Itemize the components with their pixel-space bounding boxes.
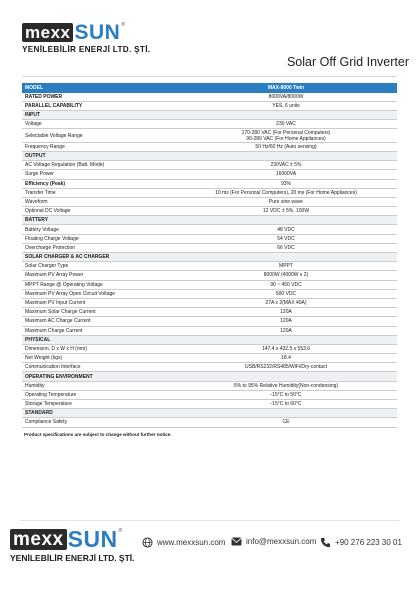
- spec-label: STANDARD: [25, 410, 53, 417]
- spec-label: Battery Voltage: [25, 226, 59, 233]
- spec-label: Humidity: [25, 382, 45, 389]
- spec-label: Maximum PV Input Current: [25, 300, 86, 307]
- table-row: [22, 143, 397, 152]
- spec-label: Maximum PV Array Power: [25, 272, 84, 279]
- table-row: [22, 198, 397, 207]
- mail-icon: [231, 537, 242, 546]
- table-row: [22, 345, 397, 354]
- email-link[interactable]: info@mexxsun.com: [246, 537, 317, 546]
- table-row: [22, 207, 397, 216]
- spec-label: Compliance Safety: [25, 419, 67, 426]
- company-logo: [22, 22, 150, 54]
- spec-label: AC Voltage Regulation (Batt. Mode): [25, 162, 105, 169]
- table-row: [22, 299, 397, 308]
- spec-value: 16000VA: [275, 171, 297, 178]
- spec-label: MODEL: [25, 84, 44, 91]
- spec-label: Transfer Time: [25, 189, 56, 196]
- company-name: YENİLEBİLİR ENERJİ LTD. ŞTİ.: [10, 553, 135, 563]
- spec-label: Communication Interface: [25, 364, 81, 371]
- table-row: [22, 308, 397, 317]
- spec-label: Floating Charge Voltage: [25, 235, 79, 242]
- table-row: [22, 281, 397, 290]
- contact-phone[interactable]: [320, 537, 402, 548]
- spec-label: Maximum AC Charge Current: [25, 318, 91, 325]
- globe-icon: [142, 537, 153, 548]
- section-header: [22, 111, 397, 120]
- footnote: Product specifications are subject to change without further notice.: [24, 432, 172, 437]
- spec-value: -15°C to 60°C: [270, 401, 302, 408]
- contact-web[interactable]: [142, 537, 225, 548]
- table-row: [22, 189, 397, 198]
- spec-value: 147.4 x 432.5 x 553.6: [261, 345, 311, 352]
- header-divider: [22, 76, 397, 77]
- contact-email[interactable]: [231, 537, 316, 546]
- footer-divider: [20, 520, 399, 521]
- table-row: [22, 93, 397, 102]
- spec-label: Frequency Range: [25, 143, 65, 150]
- phone-icon: [320, 537, 331, 548]
- table-row: [22, 391, 397, 400]
- table-row: [22, 180, 397, 189]
- spec-value: 120A: [280, 318, 292, 325]
- spec-value: 500 VDC: [275, 290, 297, 297]
- spec-label: Operating Temperature: [25, 391, 77, 398]
- spec-label: MPPT Range @ Operating Voltage: [25, 281, 103, 288]
- website-link[interactable]: www.mexxsun.com: [157, 538, 226, 547]
- section-header: [22, 372, 397, 381]
- section-header: [22, 253, 397, 262]
- table-row: [22, 225, 397, 234]
- logo-mexx: mexx: [10, 529, 67, 550]
- table-header-row: [22, 83, 397, 93]
- section-header: [22, 336, 397, 345]
- page-title: Solar Off Grid Inverter: [286, 55, 409, 69]
- spec-value: USB/RS232/RS485/WiFi/Dry-contact: [245, 364, 327, 371]
- spec-value: YES, 6 units: [272, 102, 300, 109]
- spec-label: PARALLEL CAPABILITY: [25, 102, 83, 109]
- spec-value: 50 Hz/60 Hz (Auto sensing): [255, 143, 317, 150]
- spec-label: PHYSICAL: [25, 336, 51, 343]
- table-row: [22, 244, 397, 253]
- spec-label: OPERATING ENVIRONMENT: [25, 373, 93, 380]
- spec-label: BATTERY: [25, 217, 49, 224]
- spec-value: 12 VDC ± 5%, 100W: [262, 208, 310, 215]
- spec-label: OUTPUT: [25, 153, 46, 160]
- spec-value: CE: [282, 419, 290, 426]
- logo-sun: SUN: [67, 526, 118, 552]
- section-header: [22, 152, 397, 161]
- company-name: YENİLEBİLİR ENERJİ LTD. ŞTİ.: [22, 45, 151, 54]
- table-row: [22, 400, 397, 409]
- table-row: [22, 290, 397, 299]
- table-row: [22, 354, 397, 363]
- table-row: [22, 102, 397, 111]
- table-row: [22, 129, 397, 143]
- table-row: [22, 170, 397, 179]
- section-header: [22, 409, 397, 418]
- spec-label: RATED POWER: [25, 93, 63, 100]
- table-row: [22, 235, 397, 244]
- spec-value: MAX-8000 Twin: [267, 84, 305, 91]
- logo-sun: SUN: [74, 21, 121, 44]
- spec-label: Net Weight (kgs): [25, 355, 63, 362]
- spec-value: 8000W (4000W x 2): [263, 272, 309, 279]
- table-row: [22, 120, 397, 129]
- spec-value-line: 90-280 VAC (For Home Appliances): [246, 135, 326, 142]
- spec-value: 27A x 2(MAX 40A): [265, 300, 307, 307]
- section-header: [22, 216, 397, 225]
- spec-label: INPUT: [25, 111, 40, 118]
- spec-label: Dimension, D x W x H (mm): [25, 345, 87, 352]
- spec-label: Surge Power: [25, 171, 54, 178]
- spec-value: 120A: [280, 309, 292, 316]
- phone-number: +90 276 223 30 01: [335, 538, 402, 547]
- spec-value: 18.4: [281, 355, 291, 362]
- table-row: [22, 317, 397, 326]
- table-row: [22, 161, 397, 170]
- spec-label: Solar Charger Type: [25, 263, 69, 270]
- spec-value: Pure sine wave: [268, 198, 304, 205]
- spec-value: 8000VA/8000W: [268, 93, 304, 100]
- spec-value: 54 VDC: [277, 235, 295, 242]
- logo-registered-mark: ®: [121, 22, 126, 28]
- spec-value: 66 VDC: [277, 244, 295, 251]
- spec-table: [22, 83, 397, 428]
- spec-value-line: 170-280 VAC (For Personal Computers): [241, 129, 331, 136]
- spec-label: SOLAR CHARGER & AC CHARGER: [25, 254, 110, 261]
- spec-label: Maximum PV Array Open Circuit Voltage: [25, 290, 116, 297]
- spec-value: 10 ms (For Personal Computers), 20 ms (For Home Appliances): [215, 189, 357, 196]
- spec-value: 230VAC ± 5%: [270, 162, 302, 169]
- spec-value: 90 ~ 450 VDC: [270, 281, 302, 288]
- table-row: [22, 418, 397, 427]
- spec-value: 230 VAC: [276, 121, 296, 128]
- spec-label: Optional DC Voltage: [25, 208, 71, 215]
- table-row: [22, 382, 397, 391]
- spec-label: Selectable Voltage Range: [25, 132, 83, 139]
- footer-logo: [10, 528, 135, 563]
- table-row: [22, 363, 397, 372]
- logo-registered-mark: ®: [118, 528, 123, 534]
- spec-label: Storage Temperature: [25, 401, 72, 408]
- spec-value: 48 VDC: [277, 226, 295, 233]
- spec-label: Efficiency (Peak): [25, 180, 66, 187]
- spec-label: Maximum Solar Charge Current: [25, 309, 96, 316]
- table-row: [22, 271, 397, 280]
- spec-value: 120A: [280, 327, 292, 334]
- spec-label: Voltage: [25, 121, 42, 128]
- table-row: [22, 327, 397, 336]
- spec-value: -15°C to 50°C: [270, 391, 302, 398]
- spec-label: Waveform: [25, 198, 48, 205]
- spec-value: 5% to 95% Relative Humidity(Non-condensing): [233, 382, 339, 389]
- spec-value: [175, 130, 397, 142]
- spec-label: Overcharge Protection: [25, 244, 76, 251]
- logo-mexx: mexx: [22, 23, 73, 42]
- spec-value: 93%: [280, 180, 291, 187]
- table-row: [22, 262, 397, 271]
- spec-label: Maximum Charge Current: [25, 327, 83, 334]
- spec-value: MPPT: [279, 263, 293, 270]
